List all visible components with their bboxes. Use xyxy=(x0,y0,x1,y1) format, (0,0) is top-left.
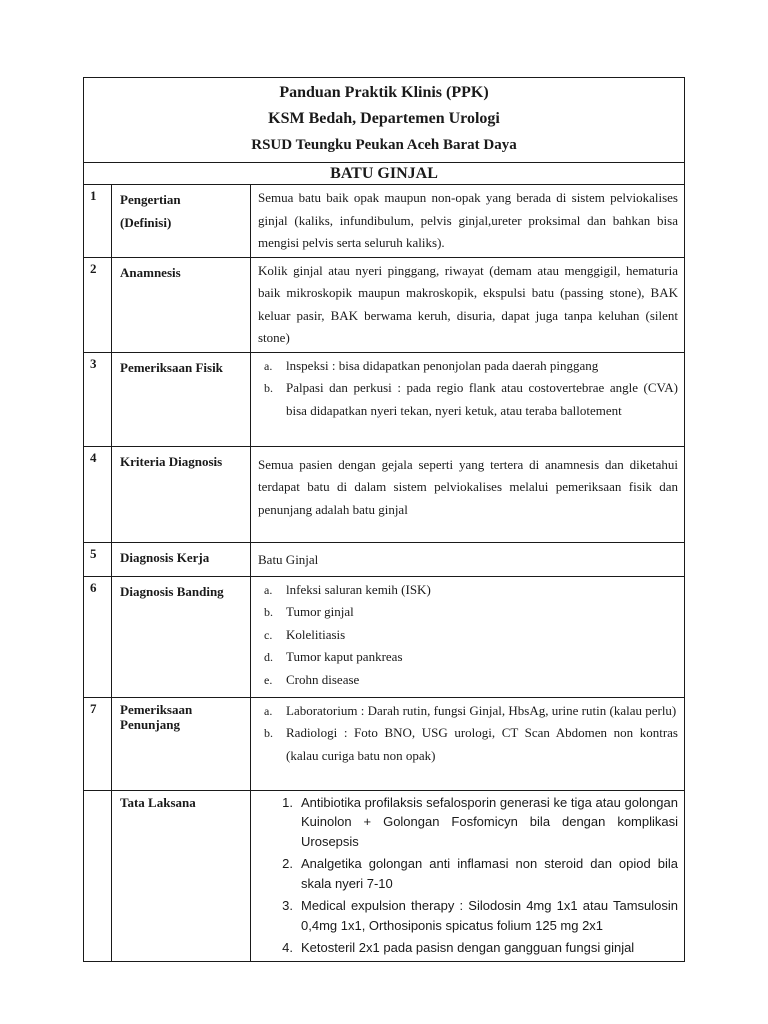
row-number xyxy=(84,790,112,961)
header-line-2: KSM Bedah, Departemen Urologi xyxy=(268,110,500,127)
list-marker: 4. xyxy=(282,940,293,955)
list-item xyxy=(258,377,678,422)
list-marker: a. xyxy=(264,582,273,597)
document-title: BATU GINJAL xyxy=(84,163,685,185)
list-text: Crohn disease xyxy=(286,671,360,687)
list-text: Antibiotika profilaksis sefalosporin generasi ke tiga atau golongan Kuinolon + Golongan Fosfomicyn bila dengan komplikasi Urosepsis xyxy=(301,794,678,849)
list-text: Ketosteril 2x1 pada pasisn dengan gangguan fungsi ginjal xyxy=(301,940,635,955)
list-marker: c. xyxy=(264,627,273,642)
list-marker: b. xyxy=(264,605,273,619)
title-row xyxy=(84,163,685,185)
row-text: Semua pasien dengan gejala seperti yang tertera di anamnesis dan diketahui terdapat batu di dalam sistem pelviokalises melalui pemeriksaan fisik dan penunjang adalah batu ginjal xyxy=(258,456,678,517)
list-item xyxy=(258,624,678,647)
table-row xyxy=(84,697,685,790)
row-content xyxy=(251,576,685,697)
row-content xyxy=(251,352,685,446)
row-label-line: (Definisi) xyxy=(120,215,172,230)
row-label: Diagnosis Kerja xyxy=(112,542,251,576)
table-row xyxy=(84,790,685,961)
list-item xyxy=(258,355,678,378)
table-row xyxy=(84,446,685,542)
treatment-list xyxy=(251,793,678,958)
row-label: Pemeriksaan Penunjang xyxy=(112,697,251,790)
header-line-1: Panduan Praktik Klinis (PPK) xyxy=(279,84,489,101)
list-marker: b. xyxy=(264,381,273,395)
row-label: Anamnesis xyxy=(112,257,251,352)
list-text: lnspeksi : bisa didapatkan penonjolan pada daerah pinggang xyxy=(286,357,599,373)
row-label-line: Pengertian xyxy=(120,192,181,207)
list-text: Medical expulsion therapy : Silodosin 4mg 1x1 atau Tamsulosin 0,4mg 1x1, Orthosiponis spicatus folium 125 mg 2x1 xyxy=(301,898,678,933)
list-item xyxy=(251,793,678,852)
list-marker: d. xyxy=(264,650,273,664)
list-marker: a. xyxy=(264,703,273,718)
document-header xyxy=(84,78,685,163)
list-marker: a. xyxy=(264,358,273,373)
list-item xyxy=(258,601,678,624)
table-row xyxy=(84,352,685,446)
row-number: 1 xyxy=(84,185,112,258)
list-marker: 1. xyxy=(282,794,293,810)
differential-list xyxy=(258,579,678,692)
ppk-document xyxy=(83,77,684,962)
row-label: Tata Laksana xyxy=(112,790,251,961)
row-label: Diagnosis Banding xyxy=(112,576,251,697)
list-text: Kolelitiasis xyxy=(286,626,346,642)
table-row xyxy=(84,185,685,258)
table-row xyxy=(84,542,685,576)
header-line-3: RSUD Teungku Peukan Aceh Barat Daya xyxy=(251,137,517,153)
list-marker: 3. xyxy=(282,898,293,913)
row-content xyxy=(251,697,685,790)
list-item xyxy=(258,722,678,767)
header-row xyxy=(84,78,685,163)
row-label: Pemeriksaan Fisik xyxy=(112,352,251,446)
row-number: 3 xyxy=(84,352,112,446)
row-number: 7 xyxy=(84,697,112,790)
list-item xyxy=(258,646,678,669)
list-text: lnfeksi saluran kemih (ISK) xyxy=(286,581,431,597)
list-text: Radiologi : Foto BNO, USG urologi, CT Scan Abdomen non kontras (kalau curiga batu non opak) xyxy=(286,725,678,763)
row-number: 5 xyxy=(84,542,112,576)
list-item xyxy=(251,854,678,893)
list-marker: e. xyxy=(264,672,273,687)
row-content xyxy=(251,542,685,576)
row-number: 4 xyxy=(84,446,112,542)
list-text: Laboratorium : Darah rutin, fungsi Ginjal, HbsAg, urine rutin (kalau perlu) xyxy=(286,702,677,718)
list-item xyxy=(251,896,678,935)
list-item xyxy=(258,700,678,723)
list-marker: 2. xyxy=(282,856,293,871)
row-number: 6 xyxy=(84,576,112,697)
row-label xyxy=(112,185,251,258)
row-number: 2 xyxy=(84,257,112,352)
row-label: Kriteria Diagnosis xyxy=(112,446,251,542)
row-content xyxy=(251,446,685,542)
row-content: Semua batu baik opak maupun non-opak yang berada di sistem pelviokalises ginjal (kaliks, infundibulum, pelvis ginjal,ureter proksimal dan bahkan bisa mengisi pelvis serta seluruh kaliks). xyxy=(251,185,685,258)
table-row xyxy=(84,576,685,697)
row-content xyxy=(251,790,685,961)
list-text: Tumor ginjal xyxy=(286,604,354,619)
list-item xyxy=(258,669,678,692)
ppk-table xyxy=(83,77,685,962)
table-row xyxy=(84,257,685,352)
row-content: Kolik ginjal atau nyeri pinggang, riwayat (demam atau menggigil, hematuria baik mikroskopik maupun makroskopik, ekspulsi batu (passing stone), BAK keluar pasir, BAK berwama keruh, disuria, dapat juga tanpa keluhan (silent stone) xyxy=(251,257,685,352)
exam-list xyxy=(258,355,678,423)
list-item xyxy=(258,579,678,602)
support-exam-list xyxy=(258,700,678,768)
list-text: Palpasi dan perkusi : pada regio flank atau costovertebrae angle (CVA) bisa didapatkan nyeri tekan, nyeri ketuk, atau teraba ballotement xyxy=(286,380,678,418)
row-text: Batu Ginjal xyxy=(258,551,319,567)
list-text: Tumor kaput pankreas xyxy=(286,649,403,664)
list-text: Analgetika golongan anti inflamasi non steroid dan opiod bila skala nyeri 7-10 xyxy=(301,856,678,891)
list-marker: b. xyxy=(264,726,273,740)
list-item xyxy=(251,938,678,958)
